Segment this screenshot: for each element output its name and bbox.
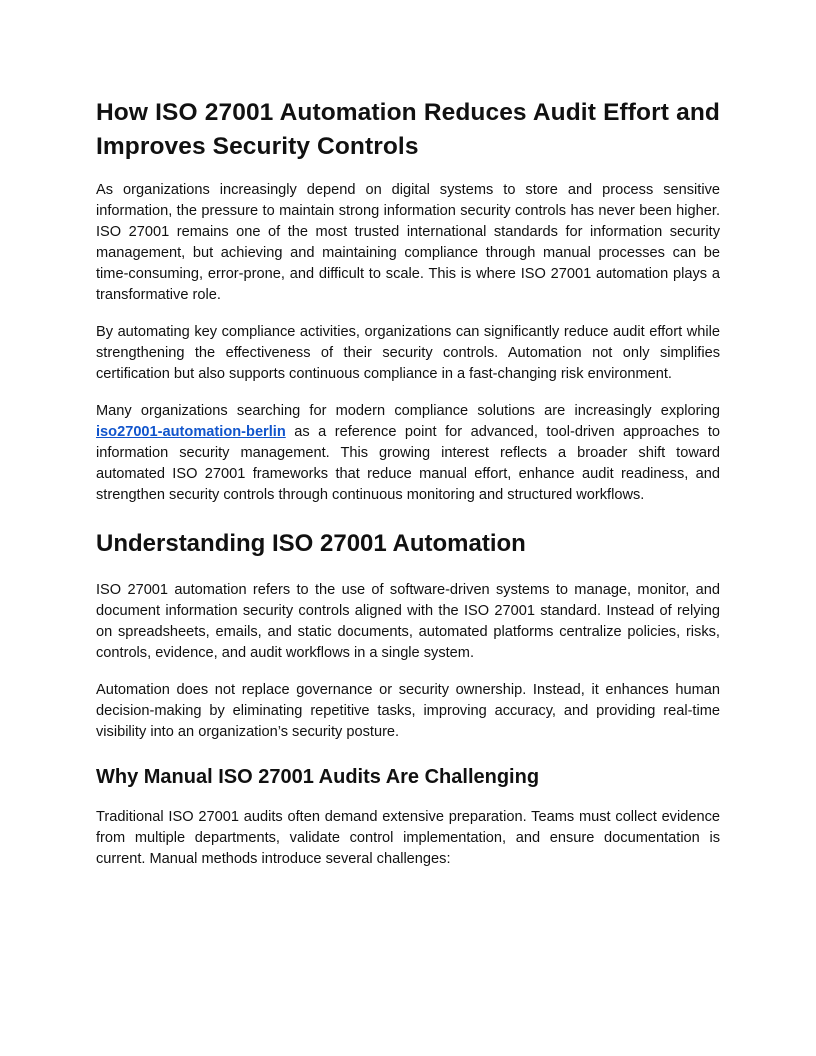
section-heading-manual-audits: Why Manual ISO 27001 Audits Are Challenging	[96, 766, 540, 788]
document-title: How ISO 27001 Automation Reduces Audit Effort and Improves Security Controls	[96, 99, 720, 160]
intro-paragraph-2: By automating key compliance activities, organizations can significantly reduce audit effort while strengthening the effectiveness of their security controls. Automation not only simplifies certification but also supports continuous compliance in a fast-changing risk environment.	[96, 324, 720, 382]
document-page	[96, 96, 720, 870]
link-paragraph-before: Many organizations searching for modern compliance solutions are increasingly exploring	[96, 403, 720, 419]
link-paragraph-after: as a reference point for advanced, tool-driven approaches to information security management. This growing interest reflects a broader shift toward automated ISO 27001 frameworks that reduce manual effort, enhance audit readiness, and strengthen security controls through continuous monitoring and structured workflows.	[96, 424, 720, 503]
link-paragraph	[96, 401, 720, 506]
section-heading-understanding: Understanding ISO 27001 Automation	[96, 530, 526, 557]
understanding-paragraph-1: ISO 27001 automation refers to the use of software-driven systems to manage, monitor, and document information security controls aligned with the ISO 27001 standard. Instead of relying on spreadsheets, emails, and static documents, automated platforms centralize policies, risks, controls, evidence, and audit workflows in a single system.	[96, 582, 720, 661]
manual-audits-paragraph-1: Traditional ISO 27001 audits often demand extensive preparation. Teams must collect evidence from multiple departments, validate control implementation, and ensure documentation is current. Manual methods introduce several challenges:	[96, 809, 720, 867]
iso27001-automation-berlin-link[interactable]: iso27001-automation-berlin	[96, 424, 286, 440]
understanding-paragraph-2: Automation does not replace governance or security ownership. Instead, it enhances human decision-making by eliminating repetitive tasks, improving accuracy, and providing real-time visibility into an organization’s security posture.	[96, 682, 720, 740]
intro-paragraph-1: As organizations increasingly depend on digital systems to store and process sensitive information, the pressure to maintain strong information security controls has never been higher. ISO 27001 remains one of the most trusted international standards for information security management, but achieving and maintaining compliance through manual processes can be time-consuming, error-prone, and difficult to scale. This is where ISO 27001 automation plays a transformative role.	[96, 182, 720, 303]
